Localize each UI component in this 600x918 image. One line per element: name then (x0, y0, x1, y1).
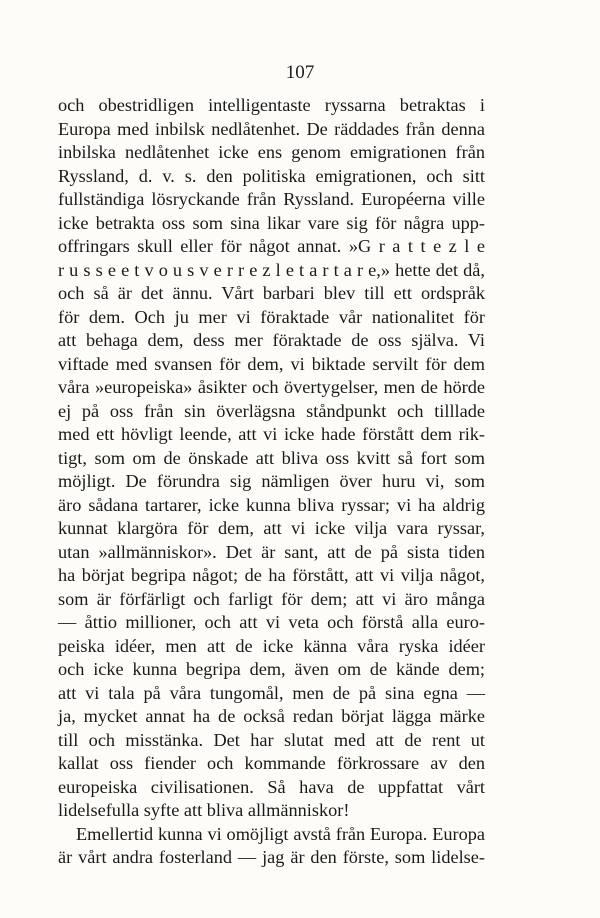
text-line: kunnat klargöra för dem, att vi icke vilja vara ryssar, (58, 518, 485, 538)
page-number: 107 (285, 62, 315, 83)
text-line: ha börjat begripa något; de ha förstått, att vi vilja något, (58, 565, 485, 585)
text-line: r u s s e e t v o u s v e r r e z l e t a r t a r e,» hette det då, (58, 259, 485, 280)
text-line: våra »europeiska» åsikter och övertygelser, men de hörde (58, 377, 485, 397)
text-line: och obestridligen intelligentaste ryssarna betraktas i (58, 95, 485, 115)
text-line: med ett hövligt leende, att vi icke hade förstått dem rik- (58, 424, 485, 444)
text-line: äro sådana tartarer, icke kunna bliva ryssar; vi ha aldrig (58, 494, 485, 515)
text-line: Ryssland, d. v. s. den politiska emigrationen, och sitt (58, 165, 485, 186)
text-line: peiska idéer, men att de icke känna våra ryska idéer (58, 635, 485, 656)
text-line: lidelsefulla syfte att bliva allmänniskor! (58, 800, 350, 820)
text-line: Emellertid kunna vi omöjligt avstå från Europa. Europa (76, 823, 485, 844)
text-line: viftade med svansen för dem, vi biktade servilt för dem (58, 353, 485, 374)
text-line: Europa med inbilsk nedlåtenhet. De räddades från denna (58, 118, 485, 139)
text-line: är vårt andra fosterland — jag är den förste, som lidelse- (58, 847, 485, 867)
text-line: fullständiga lösryckande från Ryssland. Européerna ville (58, 189, 485, 209)
text-line: för dem. Och ju mer vi föraktade vår nationalitet för (58, 306, 485, 327)
text-line: kallat oss fiender och kommande förkrossare av den (58, 753, 485, 773)
text-line: som är förfärligt och farligt för dem; att vi äro många (58, 588, 485, 609)
text-line: att vi tala på våra tungomål, men de på sina egna — (58, 682, 485, 703)
text-line: till och misstänka. Det har slutat med att de rent ut (58, 729, 485, 750)
text-line: ej på oss från sin överlägsna ståndpunkt och tilllade (58, 400, 485, 421)
text-line: utan »allmänniskor». Det är sant, att de på sista tiden (58, 541, 485, 562)
text-line: icke betrakta oss som sina likar vare sig för några upp- (58, 212, 485, 233)
body-text (58, 94, 485, 870)
text-line: europeiska civilisationen. Så hava de uppfattat vårt (58, 776, 485, 797)
text-line: att behaga dem, dess mer föraktade de oss själva. Vi (58, 330, 485, 350)
text-line: offringars skull eller för något annat. »G r a t t e z l e (58, 236, 485, 256)
text-line: möjligt. De förundra sig nämligen över huru vi, som (58, 471, 485, 491)
text-line: — åttio millioner, och att vi veta och förstå alla euro- (58, 612, 485, 632)
text-line: ja, mycket annat ha de också redan börjat lägga märke (58, 706, 485, 726)
text-line: inbilska nedlåtenhet icke ens genom emigrationen från (58, 142, 485, 162)
text-line: tigt, som om de önskade att bliva oss kvitt så fort som (58, 447, 485, 468)
text-line: och icke kunna begripa dem, även om de kände dem; (58, 659, 485, 679)
text-line: och så är det ännu. Vårt barbari blev till ett ordspråk (58, 283, 485, 303)
